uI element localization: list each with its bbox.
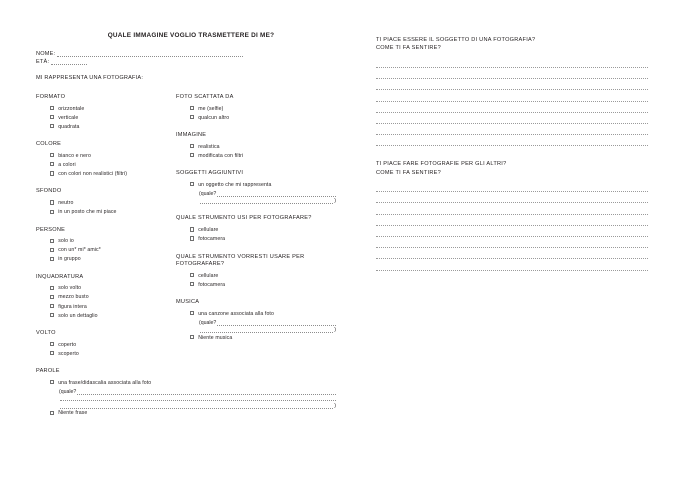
checkbox-label: Niente frase: [58, 410, 88, 417]
group-title: VOLTO: [36, 330, 56, 337]
fill-in-rule[interactable]: [77, 390, 336, 395]
checkbox-icon[interactable]: [50, 342, 54, 346]
group-sfondo: [36, 188, 176, 215]
age-field-row: [36, 59, 336, 65]
checkbox-option-qualcun-altro[interactable]: [176, 115, 336, 122]
name-input-rule[interactable]: [57, 52, 243, 57]
group-volto: [36, 330, 176, 357]
checkbox-label: scoperto: [58, 350, 79, 357]
checkbox-option-modificata-con-filtri[interactable]: [176, 153, 336, 160]
right-sheet: [376, 36, 648, 285]
checkbox-label: modificata con filtri: [198, 152, 244, 159]
answer-area[interactable]: [376, 181, 648, 271]
group-title: IMMAGINE: [176, 132, 207, 139]
checkbox-label: neutro: [58, 200, 74, 207]
checkbox-option-orizzontale[interactable]: [36, 106, 176, 113]
age-label: ETÀ:: [36, 59, 50, 65]
group-quale-strumento-usi-per-fotografare: [176, 215, 336, 242]
group-musica: [176, 299, 336, 341]
checkbox-icon[interactable]: [190, 335, 194, 339]
fill-in-line[interactable]: [59, 389, 336, 395]
group-persone: [36, 227, 176, 263]
checkbox-icon[interactable]: [50, 248, 54, 252]
checkbox-icon[interactable]: [190, 153, 194, 157]
checkbox-label: solo un dettaglio: [58, 312, 98, 319]
left-sheet: [36, 32, 336, 428]
checkbox-label: Niente musica: [198, 334, 233, 341]
fill-in-close-paren: ): [334, 198, 336, 205]
page-title: QUALE IMMAGINE VOGLIO TRASMETTERE DI ME?: [107, 32, 275, 39]
checkbox-label: me (selfie): [198, 105, 224, 112]
checkbox-label: solo io: [58, 238, 74, 245]
checkbox-icon[interactable]: [190, 182, 194, 186]
checkbox-option-fotocamera[interactable]: [176, 282, 336, 289]
group-title: SOGGETTI AGGIUNTIVI: [176, 170, 244, 177]
group-colore: [36, 141, 176, 177]
name-field-row: [36, 51, 336, 57]
checkbox-label: qualcun altro: [198, 114, 230, 121]
checkbox-option-con-colori-non-realistici-filtri[interactable]: [36, 171, 176, 178]
fill-in-rule[interactable]: [60, 396, 336, 401]
checkbox-icon[interactable]: [50, 106, 54, 110]
fill-in-rule[interactable]: [217, 321, 336, 326]
checkbox-icon[interactable]: [50, 351, 54, 355]
checkbox-icon[interactable]: [50, 257, 54, 261]
checkbox-icon[interactable]: [50, 411, 54, 415]
fill-in-rule[interactable]: [200, 328, 333, 333]
checkbox-option-in-gruppo[interactable]: [36, 256, 176, 263]
answer-line[interactable]: [376, 181, 648, 192]
answer-line[interactable]: [376, 113, 648, 124]
checkbox-label: fotocamera: [198, 236, 226, 243]
checkbox-label: fotocamera: [198, 281, 226, 288]
fill-in-prompt: (quale?: [199, 190, 217, 197]
checkbox-icon[interactable]: [50, 313, 54, 317]
fill-in-close-paren: ): [334, 327, 336, 334]
question-line-1: TI PIACE FARE FOTOGRAFIE PER GLI ALTRI?: [376, 161, 507, 168]
checkbox-option-me-selfie[interactable]: [176, 106, 336, 113]
group-title: FORMATO: [36, 94, 66, 100]
answer-line[interactable]: [376, 68, 648, 79]
group-quale-strumento-vorresti-usare-per-fotog: [176, 254, 336, 289]
fill-in-close-paren: ): [334, 402, 336, 409]
checkbox-label: cellulare: [198, 272, 219, 279]
fill-in-rule[interactable]: [200, 199, 333, 204]
checkbox-option-neutro[interactable]: [36, 200, 176, 207]
checkbox-label: solo volto: [58, 285, 82, 292]
checkbox-label: cellulare: [198, 226, 219, 233]
fill-in-area-musica: [176, 320, 336, 334]
answer-line[interactable]: [376, 90, 648, 101]
checkbox-label: a colori: [58, 161, 76, 168]
checkbox-option-figura-intera[interactable]: [36, 304, 176, 311]
answer-line[interactable]: [376, 203, 648, 214]
checkbox-option-scoperto[interactable]: [36, 351, 176, 358]
checkbox-columns: [36, 94, 336, 368]
question-block-2: [376, 160, 648, 270]
checkbox-option-quadrata[interactable]: [36, 124, 176, 131]
group-parole: [36, 368, 336, 417]
checkbox-option-con-un-mi-amic[interactable]: [36, 247, 176, 254]
checkbox-option-solo-volto[interactable]: [36, 285, 176, 292]
checkbox-icon[interactable]: [50, 210, 54, 214]
checkbox-label: con colori non realistici (filtri): [58, 170, 128, 177]
checkbox-option-cellulare[interactable]: [176, 273, 336, 280]
answer-line[interactable]: [376, 248, 648, 259]
checkbox-option-mezzo-busto[interactable]: [36, 294, 176, 301]
fill-in-line[interactable]: [199, 327, 336, 333]
checkbox-icon[interactable]: [50, 295, 54, 299]
checkbox-icon[interactable]: [190, 236, 194, 240]
checkbox-icon[interactable]: [190, 144, 194, 148]
answer-line[interactable]: [376, 192, 648, 203]
checkbox-label: con un* mi* amic*: [58, 247, 101, 254]
intro-text: MI RAPPRESENTA UNA FOTOGRAFIA:: [36, 75, 144, 81]
fill-in-line[interactable]: [199, 320, 336, 326]
checkbox-label: una canzone associata alla foto: [198, 310, 274, 317]
question-line-1: TI PIACE ESSERE IL SOGGETTO DI UNA FOTOGRAFIA?: [376, 37, 536, 43]
answer-line[interactable]: [376, 259, 648, 270]
checkbox-option-bianco-e-nero[interactable]: [36, 153, 176, 160]
checkbox-icon[interactable]: [190, 311, 194, 315]
checkbox-icon[interactable]: [190, 227, 194, 231]
answer-line[interactable]: [376, 135, 648, 146]
checkbox-label: realistica: [198, 143, 220, 150]
group-title: QUALE STRUMENTO USI PER FOTOGRAFARE?: [176, 215, 312, 222]
checkbox-icon[interactable]: [50, 153, 54, 157]
answer-line[interactable]: [376, 226, 648, 237]
fill-in-line[interactable]: [199, 198, 336, 204]
fill-in-rule[interactable]: [217, 192, 336, 197]
checkbox-label: bianco e nero: [58, 152, 91, 159]
fill-in-prompt: (quale?: [59, 388, 77, 395]
fill-in-line[interactable]: [59, 403, 336, 409]
checkbox-option-un-oggetto-che-mi-rappresenta[interactable]: [176, 182, 336, 189]
checkbox-option-verticale[interactable]: [36, 115, 176, 122]
checkbox-icon[interactable]: [190, 273, 194, 277]
question-line-2: COME TI FA SENTIRE?: [376, 169, 441, 176]
fill-in-area-parole: [36, 389, 336, 409]
answer-line[interactable]: [376, 215, 648, 226]
group-title: SFONDO: [36, 188, 62, 195]
checkbox-icon[interactable]: [50, 115, 54, 119]
checkbox-label: una frase/didascalia associata alla foto: [58, 379, 152, 386]
question-title: [376, 160, 648, 177]
checkbox-icon[interactable]: [50, 171, 54, 175]
column-right: [176, 94, 336, 352]
answer-line[interactable]: [376, 237, 648, 248]
answer-line[interactable]: [376, 79, 648, 90]
checkbox-option-a-colori[interactable]: [36, 162, 176, 169]
question-block-1: [376, 36, 648, 146]
answer-area[interactable]: [376, 57, 648, 147]
age-input-rule[interactable]: [51, 60, 87, 65]
fill-in-line[interactable]: [199, 191, 336, 197]
checkbox-label: mezzo busto: [58, 294, 89, 301]
checkbox-icon[interactable]: [50, 239, 54, 243]
checkbox-label: verticale: [58, 114, 79, 121]
checkbox-icon[interactable]: [50, 124, 54, 128]
group-title: QUALE STRUMENTO VORRESTI USARE PER FOTOGRAFARE?: [176, 253, 305, 268]
column-left: [36, 94, 176, 368]
fill-in-prompt: (quale?: [199, 319, 217, 326]
group-immagine: [176, 132, 336, 159]
checkbox-label: orizzontale: [58, 105, 85, 112]
question-title: [376, 36, 648, 53]
answer-line[interactable]: [376, 57, 648, 68]
checkbox-icon[interactable]: [190, 106, 194, 110]
group-soggetti-aggiuntivi: [176, 170, 336, 204]
checkbox-icon[interactable]: [50, 162, 54, 166]
group-title: PAROLE: [36, 368, 60, 375]
answer-line[interactable]: [376, 124, 648, 135]
group-title: COLORE: [36, 141, 62, 148]
fill-in-rule[interactable]: [60, 404, 333, 409]
fill-in-area-soggetti-aggiuntivi: [176, 191, 336, 205]
checkbox-option-realistica[interactable]: [176, 144, 336, 151]
checkbox-icon[interactable]: [190, 282, 194, 286]
group-title: PERSONE: [36, 226, 66, 233]
checkbox-option-cellulare[interactable]: [176, 227, 336, 234]
checkbox-option-niente-musica[interactable]: [176, 335, 336, 342]
checkbox-option-in-un-posto-che-mi-piace[interactable]: [36, 209, 176, 216]
checkbox-label: coperto: [58, 341, 77, 348]
checkbox-option-solo-io[interactable]: [36, 238, 176, 245]
group-title: MUSICA: [176, 299, 200, 306]
checkbox-icon[interactable]: [50, 286, 54, 290]
checkbox-label: in un posto che mi piace: [58, 209, 117, 216]
checkbox-option-solo-un-dettaglio[interactable]: [36, 313, 176, 320]
checkbox-option-fotocamera[interactable]: [176, 236, 336, 243]
checkbox-icon[interactable]: [50, 380, 54, 384]
name-label: NOME:: [36, 51, 56, 57]
checkbox-label: figura intera: [58, 303, 87, 310]
checkbox-label: quadrata: [58, 123, 80, 130]
group-foto-scattata-da: [176, 94, 336, 121]
group-formato: [36, 94, 176, 130]
group-title: FOTO SCATTATA DA: [176, 94, 234, 100]
checkbox-icon[interactable]: [50, 304, 54, 308]
checkbox-option-una-canzone-associata-alla-foto[interactable]: [176, 311, 336, 318]
question-line-2: COME TI FA SENTIRE?: [376, 45, 441, 52]
checkbox-label: in gruppo: [58, 256, 81, 263]
checkbox-icon[interactable]: [50, 200, 54, 204]
checkbox-icon[interactable]: [190, 115, 194, 119]
group-inquadratura: [36, 274, 176, 319]
group-title: INQUADRATURA: [36, 273, 84, 280]
checkbox-option-niente-frase[interactable]: [36, 410, 336, 417]
checkbox-label: un oggetto che mi rappresenta: [198, 181, 272, 188]
answer-line[interactable]: [376, 102, 648, 113]
fill-in-line[interactable]: [59, 396, 336, 401]
checkbox-option-coperto[interactable]: [36, 342, 176, 349]
checkbox-option-una-frase-didascalia-associata-alla-foto[interactable]: [36, 380, 336, 387]
